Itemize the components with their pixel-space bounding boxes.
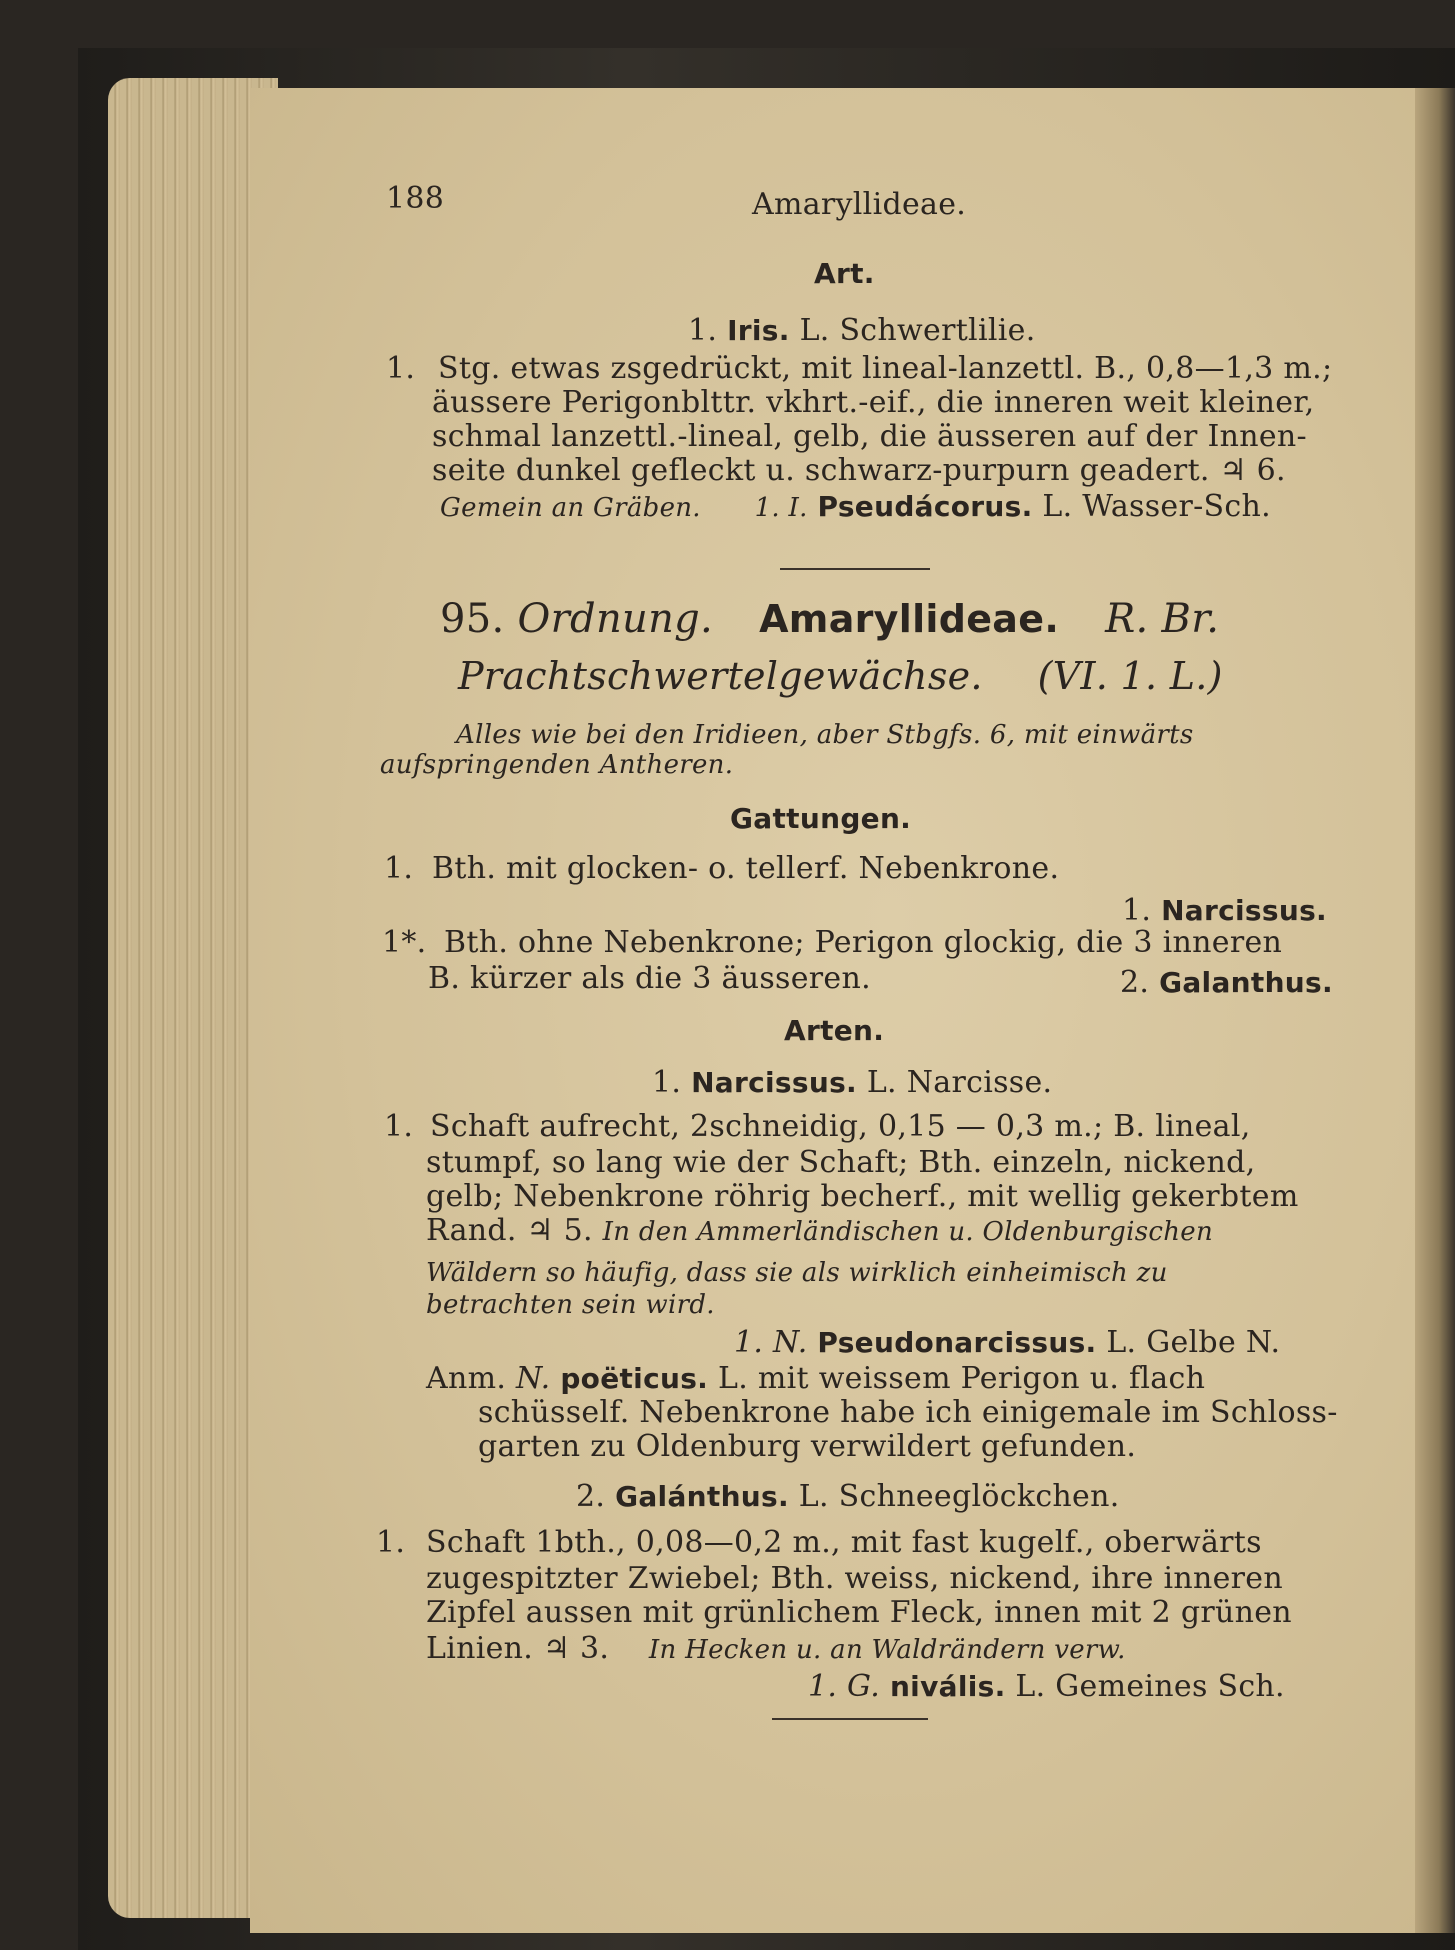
narcissus-author: L. Narcisse. xyxy=(866,1065,1053,1100)
galanthus-name: Galánthus. xyxy=(615,1480,789,1513)
galanthus-species-line xyxy=(808,1670,1285,1704)
genera-item2-line-2: B. kürzer als die 3 äusseren. xyxy=(428,961,871,996)
narcissus-desc-line-4 xyxy=(426,1214,1213,1249)
genera-item1-result-name: Narcissus. xyxy=(1161,894,1327,927)
genera-item2-line-1: Bth. ohne Nebenkrone; Perigon glockig, die 3 inneren xyxy=(444,925,1283,960)
genera-item1-result-number: 1. xyxy=(1122,893,1152,928)
iris-desc-number: 1. xyxy=(386,351,416,386)
galanthus-number: 2. xyxy=(576,1479,606,1514)
narcissus-habitat-2: Wäldern so häufig, dass sie als wirklich einheimisch zu xyxy=(426,1258,1168,1288)
iris-genus-line xyxy=(688,314,1036,348)
order-name: Amaryllideae. xyxy=(759,597,1060,641)
section-divider xyxy=(780,568,930,570)
order-german-line xyxy=(458,654,1223,698)
narcissus-genus-line xyxy=(652,1066,1052,1100)
galanthus-species-name: nivális. xyxy=(889,1670,1006,1703)
iris-desc-line-2: äussere Perigonblttr. vkhrt.-eif., die inneren weit kleiner, xyxy=(432,385,1315,420)
order-author: R. Br. xyxy=(1105,596,1220,642)
galanthus-habitat: In Hecken u. an Waldrändern verw. xyxy=(648,1635,1126,1665)
galanthus-desc-line-3: Zipfel aussen mit grünlichem Fleck, innen mit 2 grünen xyxy=(426,1595,1292,1630)
order-heading xyxy=(440,596,1219,642)
page-number: 188 xyxy=(386,181,445,216)
narcissus-species-author: L. Gelbe N. xyxy=(1106,1325,1281,1360)
narcissus-name: Narcissus. xyxy=(691,1066,857,1099)
narcissus-species-number: 1. N. xyxy=(734,1325,808,1360)
order-desc-line-1: Alles wie bei den Iridieen, aber Stbgfs. 6, mit einwärts xyxy=(456,720,1194,750)
galanthus-species-number: 1. G. xyxy=(808,1669,881,1704)
order-number: 95. xyxy=(440,596,505,642)
genera-item1-text: Bth. mit glocken- o. tellerf. Nebenkrone. xyxy=(432,851,1060,886)
species-heading: Arten. xyxy=(784,1014,885,1047)
anm-label: Anm. xyxy=(426,1361,507,1396)
anm-line1-rest: L. mit weissem Perigon u. flach xyxy=(717,1361,1206,1396)
genus-number: 1. xyxy=(688,313,718,348)
narcissus-species-line xyxy=(734,1326,1280,1360)
narcissus-desc-number: 1. xyxy=(384,1109,414,1144)
iris-desc-line-1: Stg. etwas zsgedrückt, mit lineal-lanzettl. B., 0,8—1,3 m.; xyxy=(438,351,1333,386)
order-linne-class: (VI. 1. L.) xyxy=(1037,654,1223,698)
galanthus-desc-line-4 xyxy=(426,1632,1126,1667)
anm-line-1 xyxy=(426,1362,1205,1396)
anm-line-3: garten zu Oldenburg verwildert gefunden. xyxy=(478,1429,1137,1464)
galanthus-author: L. Schneeglöckchen. xyxy=(798,1479,1120,1514)
order-label: Ordnung. xyxy=(517,596,714,642)
page-gutter xyxy=(1415,88,1455,1933)
genus-author: L. Schwertlilie. xyxy=(799,313,1036,348)
iris-species-line xyxy=(440,490,1271,525)
iris-species-name: Pseudácorus. xyxy=(817,490,1033,523)
galanthus-species-author: L. Gemeines Sch. xyxy=(1015,1669,1285,1704)
art-heading: Art. xyxy=(814,257,875,290)
iris-habitat: Gemein an Gräben. xyxy=(440,493,701,523)
narcissus-desc-line-1: Schaft aufrecht, 2schneidig, 0,15 — 0,3 m.; B. lineal, xyxy=(430,1109,1251,1144)
narcissus-species-name: Pseudonarcissus. xyxy=(817,1326,1097,1359)
anm-abbr: N. xyxy=(516,1361,551,1396)
narcissus-desc-line-2: stumpf, so lang wie der Schaft; Bth. einzeln, nickend, xyxy=(426,1145,1256,1180)
iris-species-author: L. Wasser-Sch. xyxy=(1042,489,1271,524)
genera-item1-number: 1. xyxy=(384,851,414,886)
galanthus-desc-number: 1. xyxy=(376,1525,406,1560)
genera-item2-result-number: 2. xyxy=(1120,965,1150,1000)
narcissus-habitat-1: In den Ammerländischen u. Oldenburgischen xyxy=(602,1217,1213,1247)
order-desc-line-2: aufspringenden Antheren. xyxy=(380,750,734,780)
galanthus-desc-last: Linien. ♃ 3. xyxy=(426,1631,610,1666)
genera-item2-result-name: Galanthus. xyxy=(1159,966,1333,999)
genera-item2-result xyxy=(1120,966,1333,1000)
genera-item1-result xyxy=(1122,894,1327,928)
iris-desc-line-3: schmal lanzettl.-lineal, gelb, die äusseren auf der Innen- xyxy=(432,419,1307,454)
narcissus-desc-last: Rand. ♃ 5. xyxy=(426,1213,593,1248)
galanthus-desc-line-2: zugespitzter Zwiebel; Bth. weiss, nickend, ihre inneren xyxy=(426,1561,1283,1596)
anm-name: poëticus. xyxy=(560,1362,709,1395)
anm-line-2: schüsself. Nebenkrone habe ich einigemale im Schloss- xyxy=(478,1395,1338,1430)
narcissus-number: 1. xyxy=(652,1065,682,1100)
genus-name: Iris. xyxy=(727,314,790,347)
iris-species-number: 1. I. xyxy=(754,493,808,523)
narcissus-habitat-3: betrachten sein wird. xyxy=(426,1290,715,1320)
end-divider xyxy=(772,1718,928,1720)
iris-desc-line-4: seite dunkel gefleckt u. schwarz-purpurn geadert. ♃ 6. xyxy=(432,453,1286,488)
order-german-name: Prachtschwertelgewächse. xyxy=(458,654,983,698)
running-title: Amaryllideae. xyxy=(752,187,967,222)
genera-heading: Gattungen. xyxy=(730,802,912,835)
genera-item2-number: 1*. xyxy=(382,925,427,960)
narcissus-desc-line-3: gelb; Nebenkrone röhrig becherf., mit wellig gekerbtem xyxy=(426,1179,1299,1214)
galanthus-desc-line-1: Schaft 1bth., 0,08—0,2 m., mit fast kugelf., oberwärts xyxy=(426,1525,1262,1560)
galanthus-genus-line xyxy=(576,1480,1120,1514)
